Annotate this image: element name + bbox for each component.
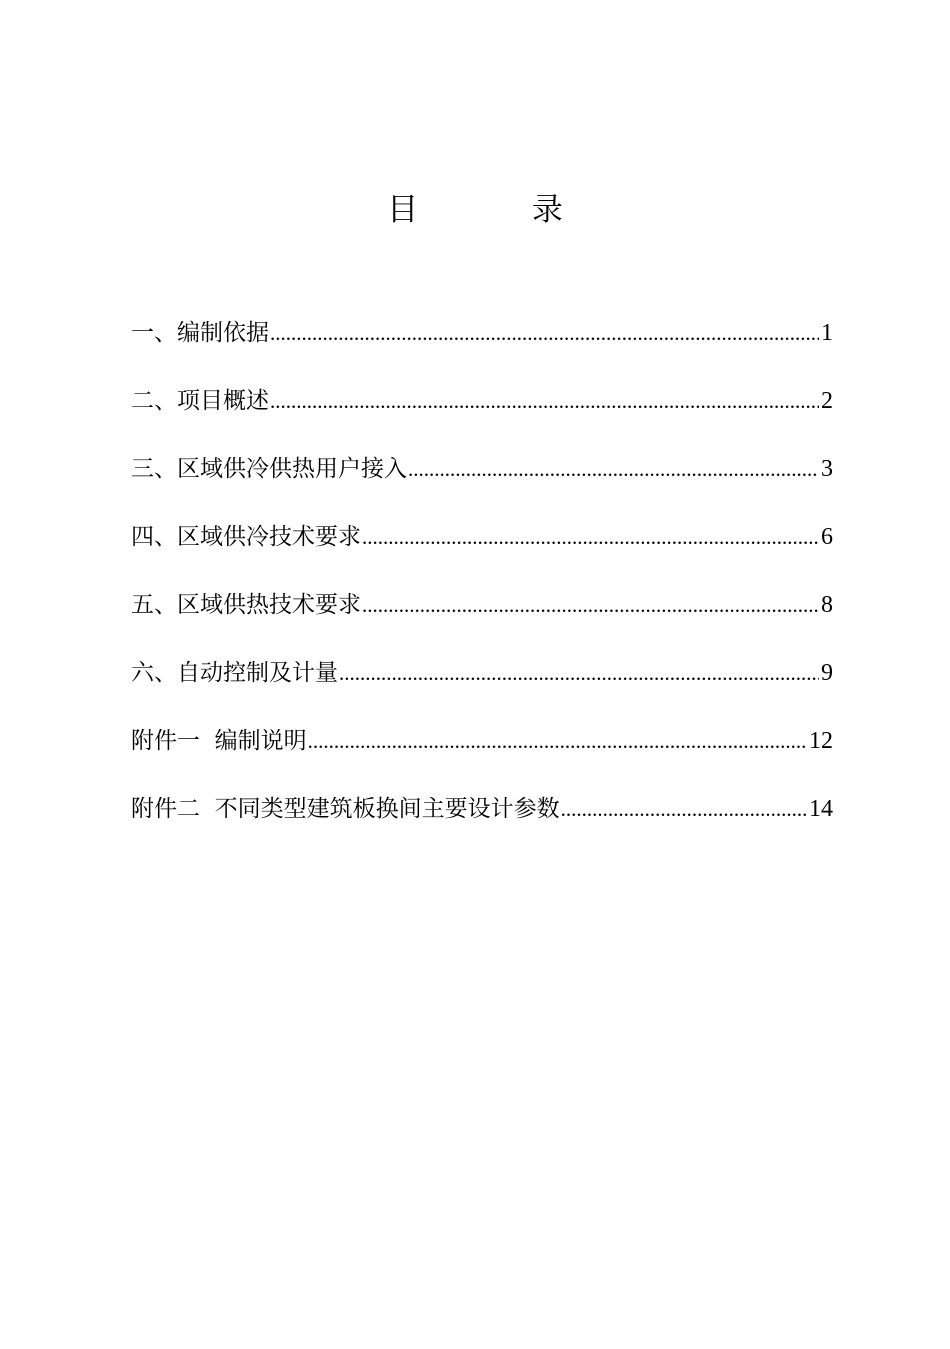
toc-entry[interactable] [131, 447, 833, 515]
toc-dot-leader [362, 583, 819, 627]
toc-entry[interactable] [131, 311, 833, 379]
toc-entry[interactable] [131, 787, 833, 855]
toc-entry[interactable] [131, 719, 833, 787]
toc-dot-leader [270, 379, 819, 423]
toc-entry-page: 1 [821, 320, 833, 346]
toc-entry-page: 14 [809, 796, 833, 822]
toc-entry-label: 五、区域供热技术要求 [131, 592, 361, 618]
table-of-contents [131, 311, 833, 855]
toc-dot-leader [561, 787, 807, 831]
toc-dot-leader [408, 447, 819, 491]
toc-dot-leader [308, 719, 807, 763]
toc-entry-label: 六、自动控制及计量 [131, 660, 338, 686]
toc-entry-page: 9 [821, 660, 833, 686]
toc-dot-leader [270, 311, 819, 355]
toc-entry-label: 附件一 编制说明 [131, 728, 307, 754]
toc-entry[interactable] [131, 515, 833, 583]
toc-entry-page: 2 [821, 388, 833, 414]
toc-entry-label: 二、项目概述 [131, 388, 269, 414]
toc-title: 目 录 [387, 192, 615, 228]
toc-entry-page: 6 [821, 524, 833, 550]
toc-dot-leader [362, 515, 819, 559]
toc-entry-label: 四、区域供冷技术要求 [131, 524, 361, 550]
toc-entry[interactable] [131, 583, 833, 651]
toc-dot-leader [339, 651, 819, 695]
toc-entry-page: 3 [821, 456, 833, 482]
toc-entry-label: 一、编制依据 [131, 320, 269, 346]
toc-entry-page: 8 [821, 592, 833, 618]
toc-entry-label: 三、区域供冷供热用户接入 [131, 456, 407, 482]
toc-entry-label: 附件二 不同类型建筑板换间主要设计参数 [131, 796, 560, 822]
toc-entry-page: 12 [809, 728, 833, 754]
toc-entry[interactable] [131, 651, 833, 719]
toc-entry[interactable] [131, 379, 833, 447]
